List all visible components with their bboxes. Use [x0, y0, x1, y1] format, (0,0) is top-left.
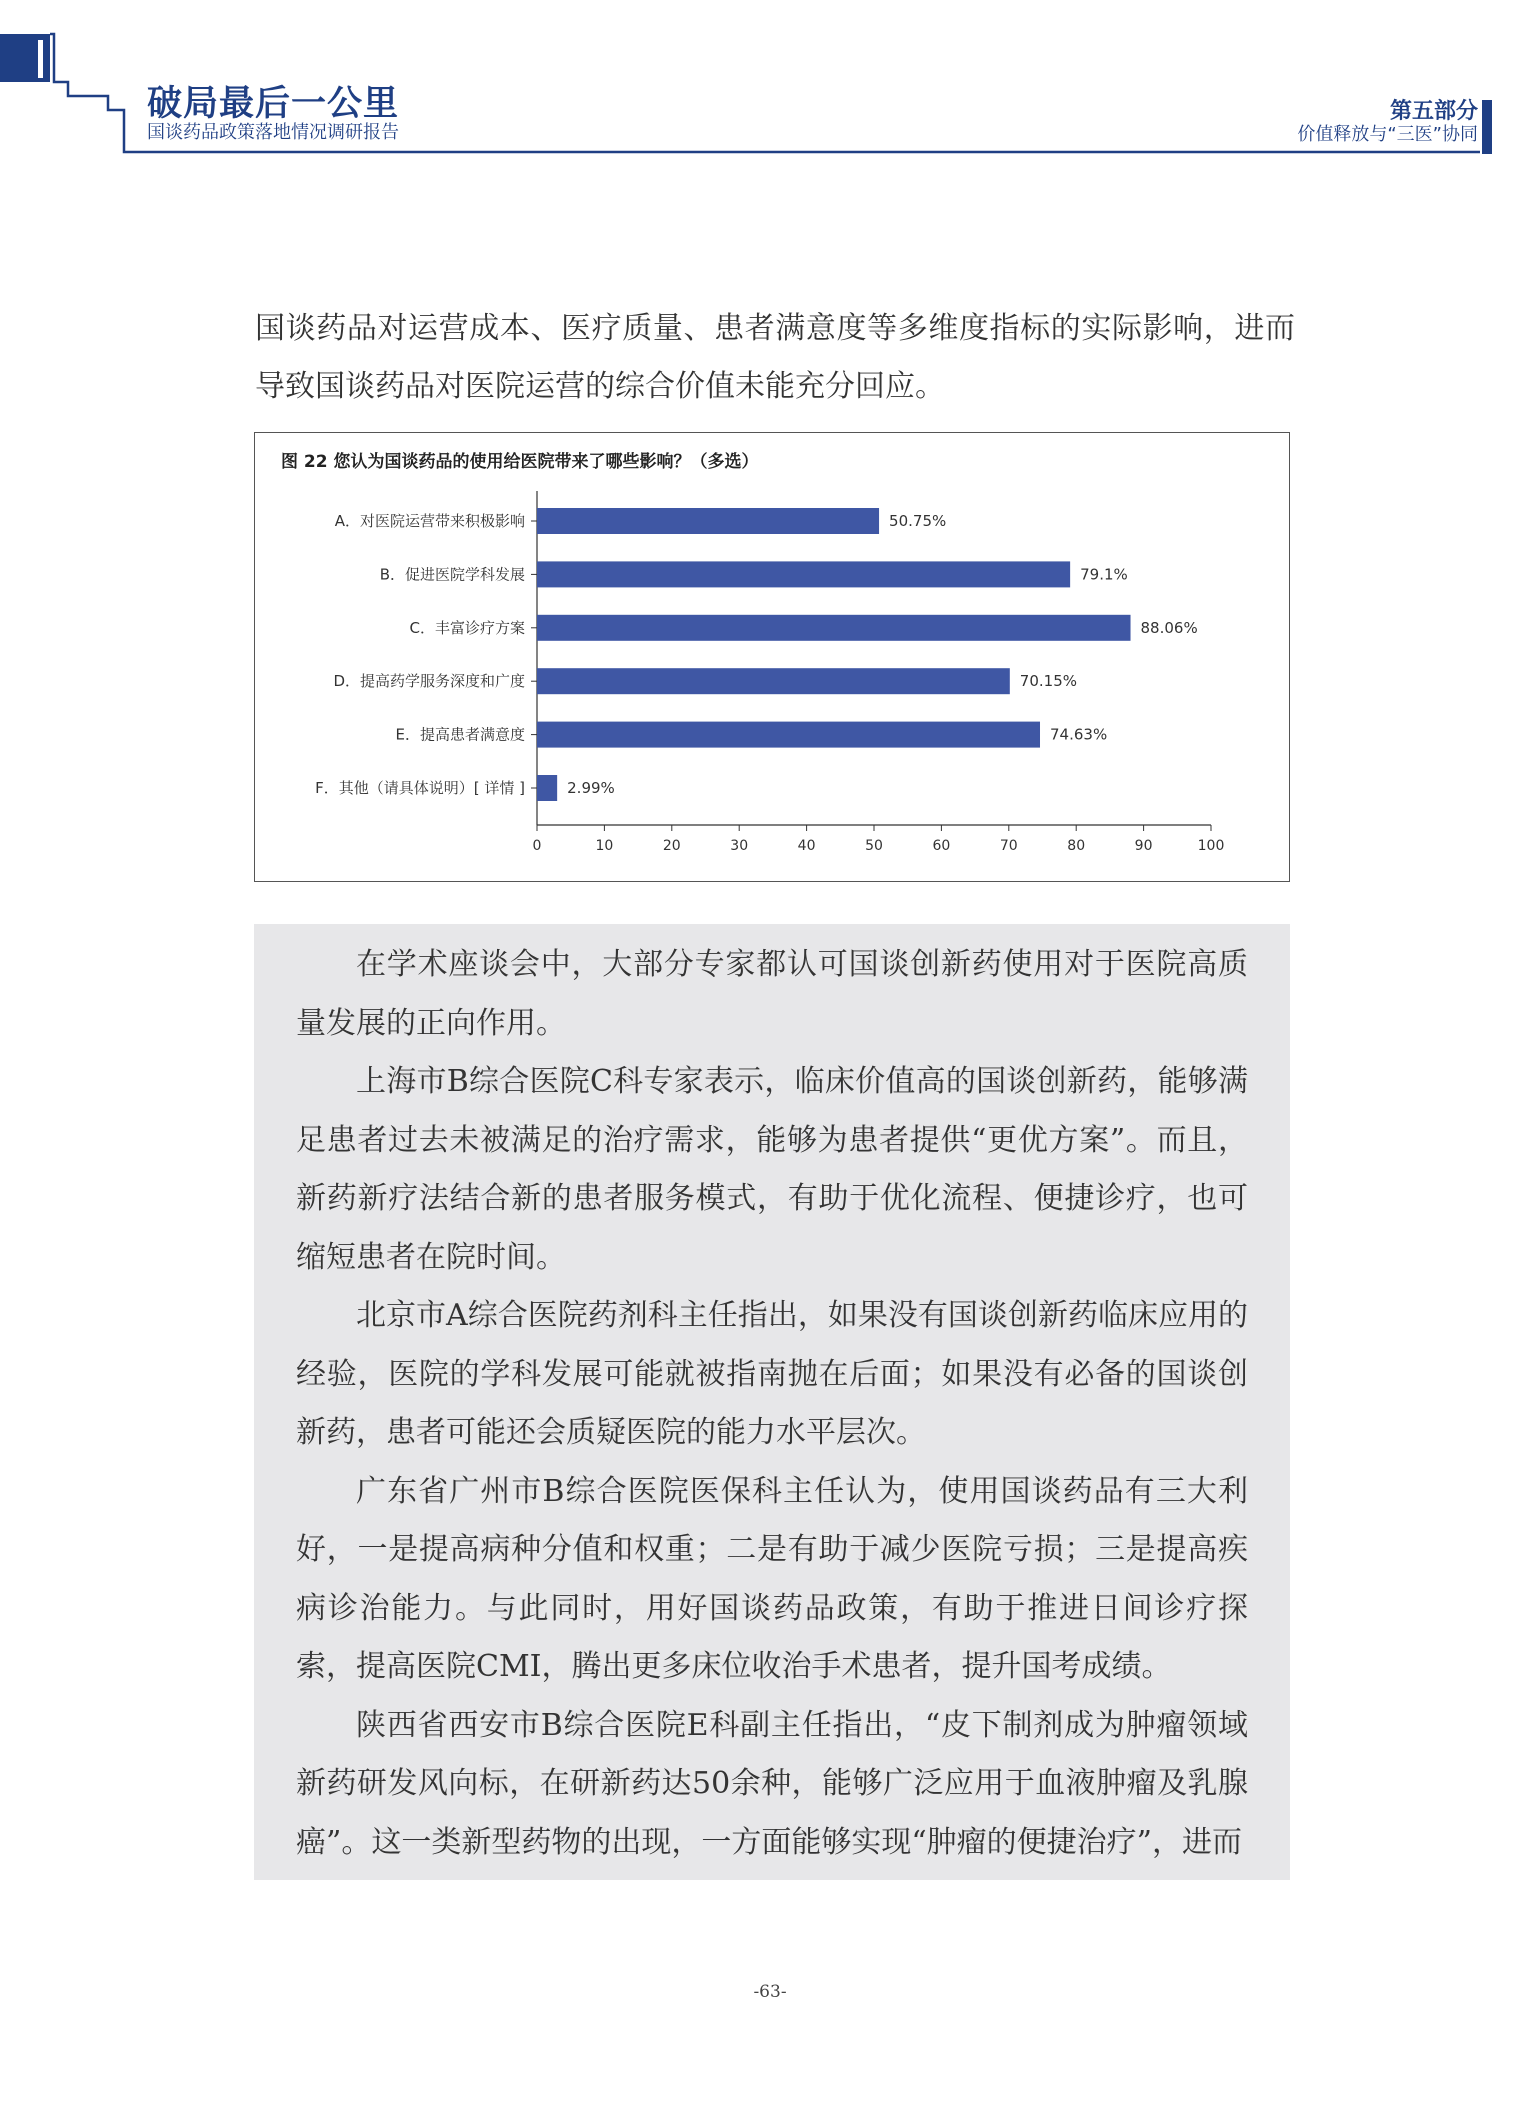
data-label: 79.1%	[1080, 565, 1128, 584]
data-label: 88.06%	[1140, 618, 1198, 637]
bar	[537, 561, 1070, 587]
bar	[537, 615, 1131, 641]
x-tick-label: 100	[1197, 838, 1225, 854]
x-tick-label: 0	[532, 838, 542, 854]
header-part-subtitle: 价值释放与“三医”协同	[1297, 124, 1478, 145]
quote-paragraph: 广东省广州市B综合医院医保科主任认为，使用国谈药品有三大利好，一是提高病种分值和权重；二是有助于减少医院亏损；三是提高疾病诊治能力。与此同时，用好国谈药品政策，有助于推进日间诊疗探索，提高医院CMI，腾出更多床位收治手术患者，提升国考成绩。	[296, 1473, 1248, 1684]
header-title: 破局最后一公里	[147, 84, 400, 124]
header-subtitle: 国谈药品政策落地情况调研报告	[147, 122, 399, 143]
chart-title: 图 22 您认为国谈药品的使用给医院带来了哪些影响？（多选）	[281, 452, 759, 472]
bar-chart	[255, 433, 1291, 883]
bar	[537, 775, 557, 801]
x-tick-label: 90	[1134, 838, 1153, 854]
category-label: D．提高药学服务深度和广度	[333, 672, 525, 691]
category-label: F．其他（请具体说明）[ 详情 ]	[315, 779, 525, 797]
page-number: -63-	[753, 1982, 787, 2002]
quote-paragraph: 北京市A综合医院药剂科主任指出，如果没有国谈创新药临床应用的经验，医院的学科发展可能就被指南抛在后面；如果没有必备的国谈创新药，患者可能还会质疑医院的能力水平层次。	[296, 1298, 1248, 1450]
data-label: 50.75%	[889, 512, 947, 530]
x-tick-label: 60	[932, 838, 951, 854]
header-part: 第五部分	[1389, 99, 1478, 124]
category-label: E．提高患者满意度	[395, 725, 525, 744]
x-tick-label: 80	[1067, 838, 1086, 854]
x-tick-label: 70	[999, 838, 1018, 854]
x-tick-label: 40	[797, 838, 816, 854]
bar	[537, 508, 879, 534]
x-tick-label: 30	[730, 838, 749, 854]
category-label: B．促进医院学科发展	[379, 565, 525, 584]
bar	[537, 668, 1010, 694]
x-tick-label: 50	[865, 838, 883, 854]
data-label: 74.63%	[1050, 725, 1108, 744]
x-tick-label: 10	[595, 838, 614, 854]
chart-figure	[254, 432, 1290, 882]
data-label: 70.15%	[1019, 672, 1078, 691]
category-label: C．丰富诊疗方案	[409, 618, 525, 637]
quote-paragraph: 在学术座谈会中，大部分专家都认可国谈创新药使用对于医院高质量发展的正向作用。	[296, 947, 1248, 1041]
category-label: A．对医院运营带来积极影响	[334, 512, 525, 530]
data-label: 2.99%	[567, 779, 615, 797]
quote-box	[254, 924, 1290, 1880]
quote-paragraph: 上海市B综合医院C科专家表示，临床价值高的国谈创新药，能够满足患者过去未被满足的治疗需求，能够为患者提供“更优方案”。而且，新药新疗法结合新的患者服务模式，有助于优化流程、便捷诊疗，也可缩短患者在院时间。	[296, 1064, 1248, 1275]
intro-paragraph: 国谈药品对运营成本、医疗质量、患者满意度等多维度指标的实际影响，进而导致国谈药品对医院运营的综合价值未能充分回应。	[255, 311, 1295, 404]
x-tick-label: 20	[662, 838, 681, 854]
bar	[537, 722, 1040, 748]
quote-paragraph: 陕西省西安市B综合医院E科副主任指出，“皮下制剂成为肿瘤领域新药研发风向标，在研新药达50余种，能够广泛应用于血液肿瘤及乳腺癌”。这一类新型药物的出现，一方面能够实现“肿瘤的便捷治疗”，进而	[296, 1707, 1248, 1860]
